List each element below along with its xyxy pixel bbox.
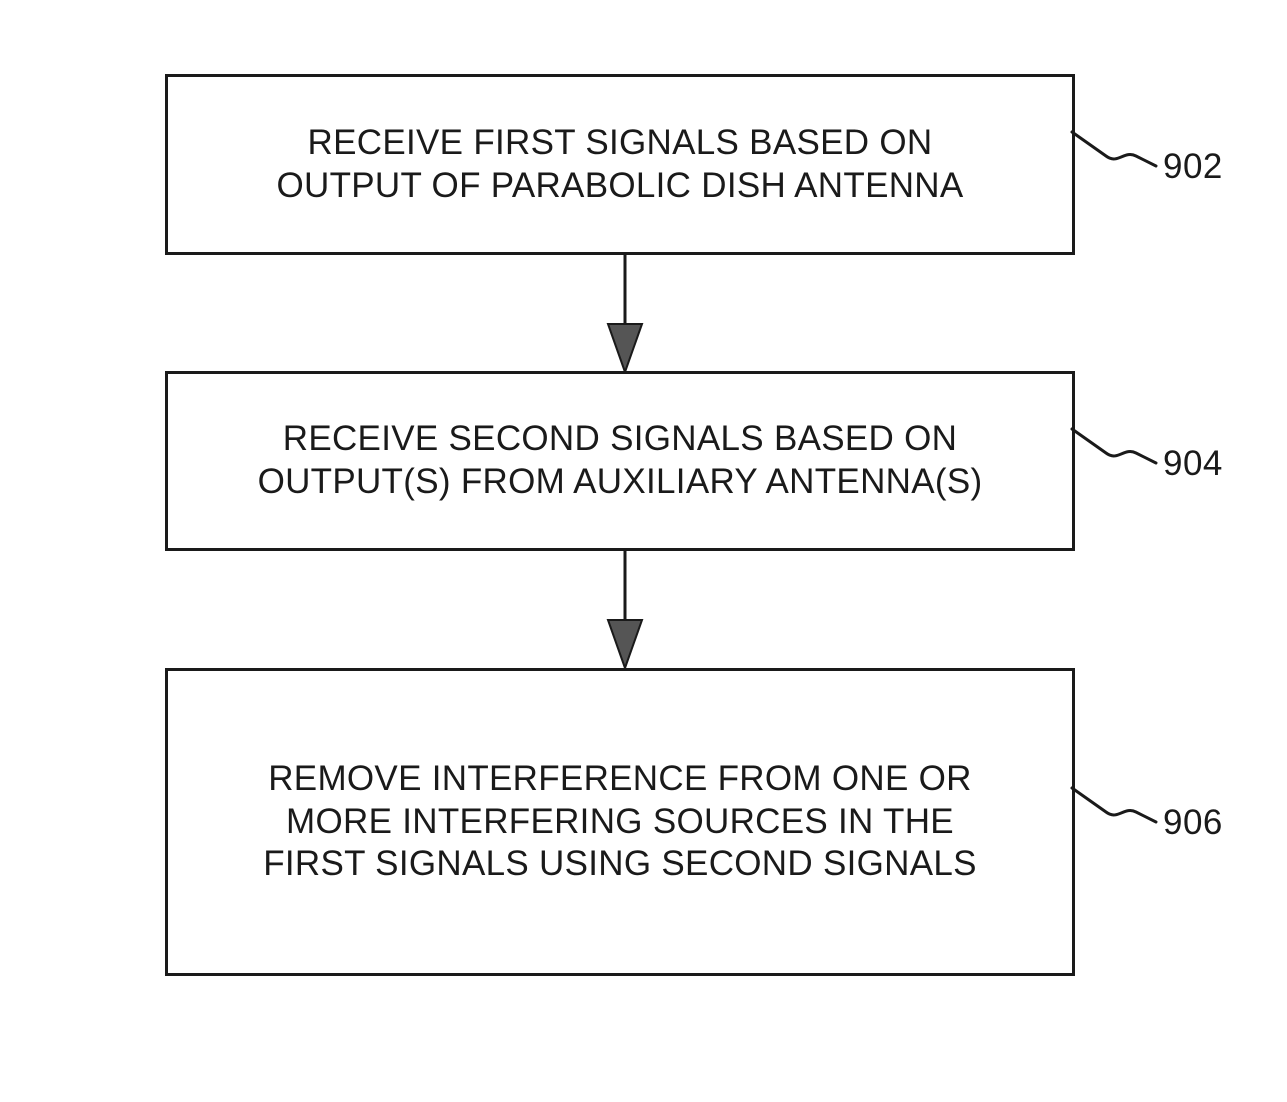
reference-number-902: 902	[1163, 147, 1223, 186]
connector-902-to-904	[600, 252, 650, 377]
reference-number-906: 906	[1163, 803, 1223, 842]
flowchart-node-902-label: RECEIVE FIRST SIGNALS BASED ON OUTPUT OF PARABOLIC DISH ANTENNA	[276, 122, 964, 205]
flowchart-node-902	[165, 74, 1075, 255]
flowchart-node-904-label: RECEIVE SECOND SIGNALS BASED ON OUTPUT(S) FROM AUXILIARY ANTENNA(S)	[257, 419, 983, 501]
connector-904-to-906	[600, 548, 650, 673]
flowchart-node-906-label: REMOVE INTERFERENCE FROM ONE OR MORE INTERFERING SOURCES IN THE FIRST SIGNALS USING SECOND SIGNALS	[263, 758, 977, 884]
reference-number-904: 904	[1163, 444, 1223, 483]
flowchart-node-904	[165, 371, 1075, 551]
flowchart-node-906	[165, 668, 1075, 976]
